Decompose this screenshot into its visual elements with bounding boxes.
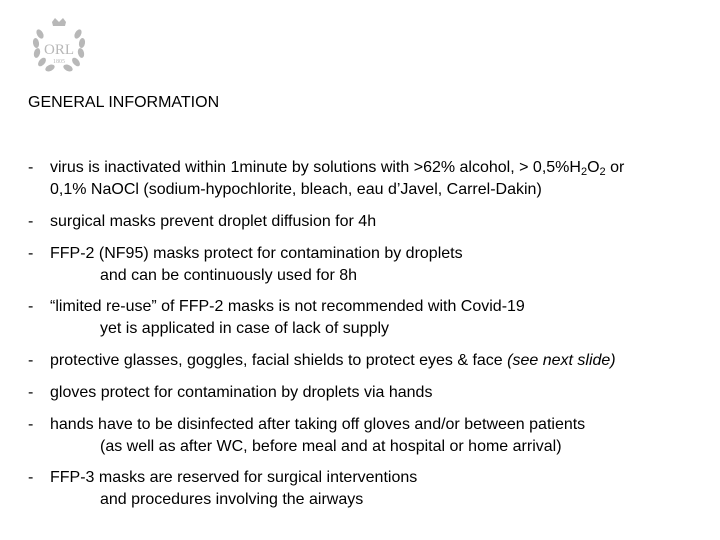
bullet-marker: - xyxy=(28,384,34,401)
list-item xyxy=(28,414,708,458)
bullet-text: virus is inactivated within 1minute by solutions with >62% alcohol, > 0,5%H xyxy=(50,159,581,176)
list-item xyxy=(28,382,708,404)
bullet-line xyxy=(50,350,708,372)
list-item xyxy=(28,296,708,340)
subscript: 2 xyxy=(599,166,606,178)
list-item xyxy=(28,211,708,233)
bullet-line: gloves protect for contamination by droplets via hands xyxy=(50,384,433,401)
logo-year: 1805 xyxy=(53,59,65,65)
bullet-marker: - xyxy=(28,352,34,369)
bullet-line: FFP-2 (NF95) masks protect for contamination by droplets xyxy=(50,245,463,262)
bullet-line: hands have to be disinfected after taking off gloves and/or between patients xyxy=(50,416,586,433)
section-heading: GENERAL INFORMATION xyxy=(28,94,220,111)
bullet-marker: - xyxy=(28,416,34,433)
bullet-line: and procedures involving the airways xyxy=(100,491,364,508)
bullet-line: “limited re-use” of FFP-2 masks is not recommended with Covid-19 xyxy=(50,298,525,315)
bullet-line: 0,1% NaOCl (sodium-hypochlorite, bleach, eau d’Javel, Carrel-Dakin) xyxy=(50,181,542,198)
laurel-wreath-crest-icon xyxy=(28,16,90,74)
bullet-text: or xyxy=(605,159,625,176)
slide-reference-note: (see next slide) xyxy=(507,352,616,369)
bullet-line: (as well as after WC, before meal and at hospital or home arrival) xyxy=(100,438,562,455)
list-item xyxy=(28,243,708,287)
bullet-marker: - xyxy=(28,159,34,176)
bullet-line xyxy=(50,157,708,179)
bullet-line: FFP-3 masks are reserved for surgical interventions xyxy=(50,469,418,486)
bullet-marker: - xyxy=(28,298,34,315)
bullet-line: yet is applicated in case of lack of supply xyxy=(100,320,390,337)
bullet-list xyxy=(28,157,708,511)
list-item xyxy=(28,350,708,372)
bullet-text: protective glasses, goggles, facial shields to protect eyes & face xyxy=(50,352,508,369)
subscript: 2 xyxy=(580,166,588,178)
bullet-marker: - xyxy=(28,245,34,262)
bullet-marker: - xyxy=(28,469,34,486)
list-item xyxy=(28,467,708,511)
list-item xyxy=(28,157,708,201)
logo-text: ORL xyxy=(44,42,74,58)
bullet-line: and can be continuously used for 8h xyxy=(100,267,358,284)
bullet-marker: - xyxy=(28,213,34,230)
bullet-line: surgical masks prevent droplet diffusion for 4h xyxy=(50,213,377,230)
bullet-text: O xyxy=(587,159,600,176)
orl-logo xyxy=(28,16,90,74)
